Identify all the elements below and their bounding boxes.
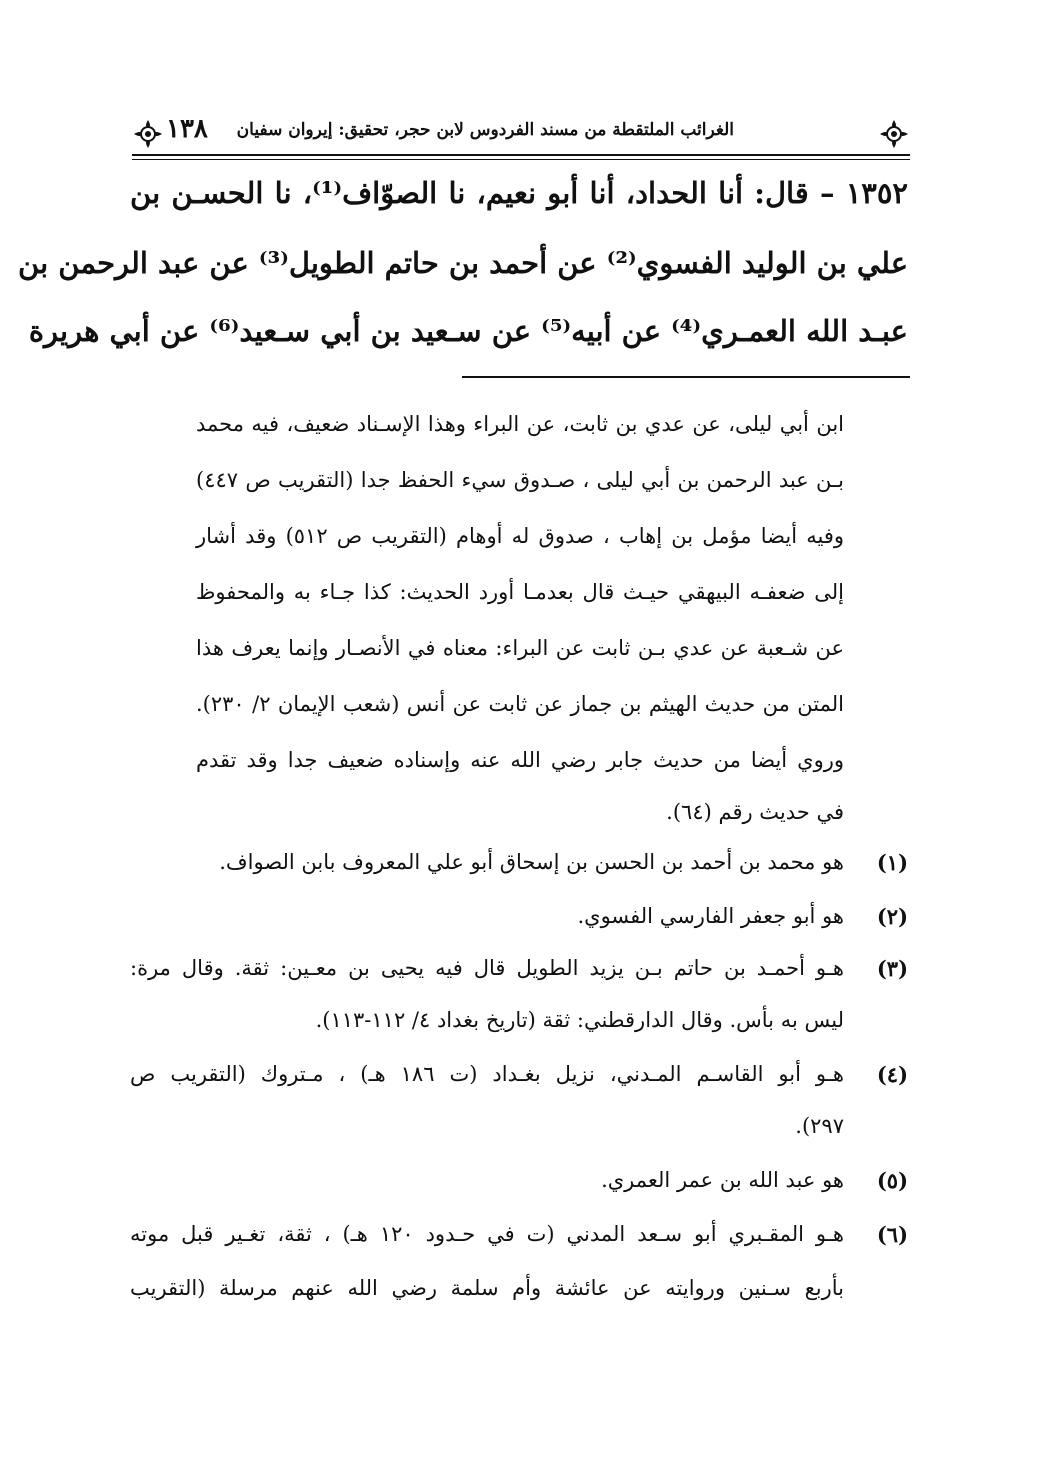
footnote-1 [130, 850, 908, 880]
footnote-separator [462, 376, 910, 378]
footnote-number: (٢) [876, 904, 908, 929]
commentary-line: إلى ضعفـه البيهقي حيـث قال بعدمـا أورد الحديث: كذا جـاء به والمحفوظ [196, 580, 844, 604]
running-header [132, 112, 910, 158]
commentary-line: وفيه أيضا مؤمل بن إهاب ، صدوق له أوهام (التقريب ص ٥١٢) وقد أشار [196, 524, 844, 548]
footnote-3 [130, 956, 908, 986]
footnote-text: هو محمد بن أحمد بن الحسن بن إسحاق أبو علي المعروف بابن الصواف. [219, 850, 844, 874]
commentary-line: في حديث رقم (٦٤). [666, 800, 844, 824]
page-number: ١٣٨ [166, 114, 208, 144]
footnote-number: (٦) [876, 1222, 908, 1247]
commentary-line: وروي أيضا من حديث جابر رضي الله عنه وإسناده ضعيف جدا وقد تقدم [196, 748, 844, 772]
footnote-text: هو أبو جعفر الفارسي الفسوي. [577, 904, 844, 928]
running-title: الغرائب الملتقطة من مسند الفردوس لابن حجر، تحقيق: إيروان سفيان [236, 120, 734, 140]
footnote-text-continued: ٢٩٧). [795, 1114, 844, 1138]
footnote-text: هـو المقـبري أبو سـعد المدني (ت في حـدود ١٢٠ هـ) ، ثقة، تغـير قبل موته [130, 1222, 844, 1246]
ornament-left-icon [132, 118, 164, 150]
footnote-4 [130, 1062, 908, 1092]
footnote-text-continued: بأربع سـنين وروايته عن عائشة وأم سلمة رضي الله عنهم مرسلة (التقريب [130, 1276, 844, 1300]
footnote-6 [130, 1222, 908, 1252]
footnote-5 [130, 1168, 908, 1198]
footnote-number: (٥) [876, 1168, 908, 1193]
commentary-line: المتن من حديث الهيثم بن جماز عن ثابت عن أنس (شعب الإيمان ٢/ ٢٣٠). [196, 692, 844, 716]
footnote-number: (١) [876, 850, 908, 875]
main-text-line: علي بن الوليد الفسوي⁽²⁾ عن أحمد بن حاتم الطويل⁽³⁾ عن عبد الرحمن بن [18, 246, 908, 280]
footnote-2 [130, 904, 908, 934]
footnote-text: هـو أبو القاسـم المـدني، نزيل بغـداد (ت ١٨٦ هـ) ، مـتروك (التقريب ص [130, 1062, 844, 1086]
footnote-number: (٤) [876, 1062, 908, 1087]
footnote-text-continued: ليس به بأس. وقال الدارقطني: ثقة (تاريخ بغداد ٤/ ١١٢-١١٣). [315, 1008, 844, 1032]
header-rule [132, 154, 910, 156]
footnote-text: هـو أحمـد بن حاتم بـن يزيد الطويل قال فيه يحيى بن معـين: ثقة. وقال مرة: [130, 956, 844, 980]
main-text-line: ١٣٥٢ – قال: أنا الحداد، أنا أبو نعيم، نا الصوّاف⁽¹⁾، نا الحسـن بن [130, 176, 908, 210]
ornament-right-icon [878, 118, 910, 150]
footnote-number: (٣) [876, 956, 908, 981]
footnote-text: هو عبد الله بن عمر العمري. [601, 1168, 844, 1192]
commentary-line: ابن أبي ليلى، عن عدي بن ثابت، عن البراء وهذا الإسـناد ضعيف، فيه محمد [196, 412, 844, 436]
commentary-line: عن شـعبة عن عدي بـن ثابت عن البراء: معناه في الأنصـار وإنما يعرف هذا [196, 636, 844, 660]
commentary-line: بـن عبد الرحمن بن أبي ليلى ، صـدوق سيء الحفظ جدا (التقريب ص ٤٤٧) [196, 468, 844, 492]
main-text-line: عبـد الله العمـري⁽⁴⁾ عن أبيه⁽⁵⁾ عن سـعيد بن أبي سـعيد⁽⁶⁾ عن أبي هريرة [28, 314, 908, 348]
header-rule-thin [132, 159, 910, 160]
